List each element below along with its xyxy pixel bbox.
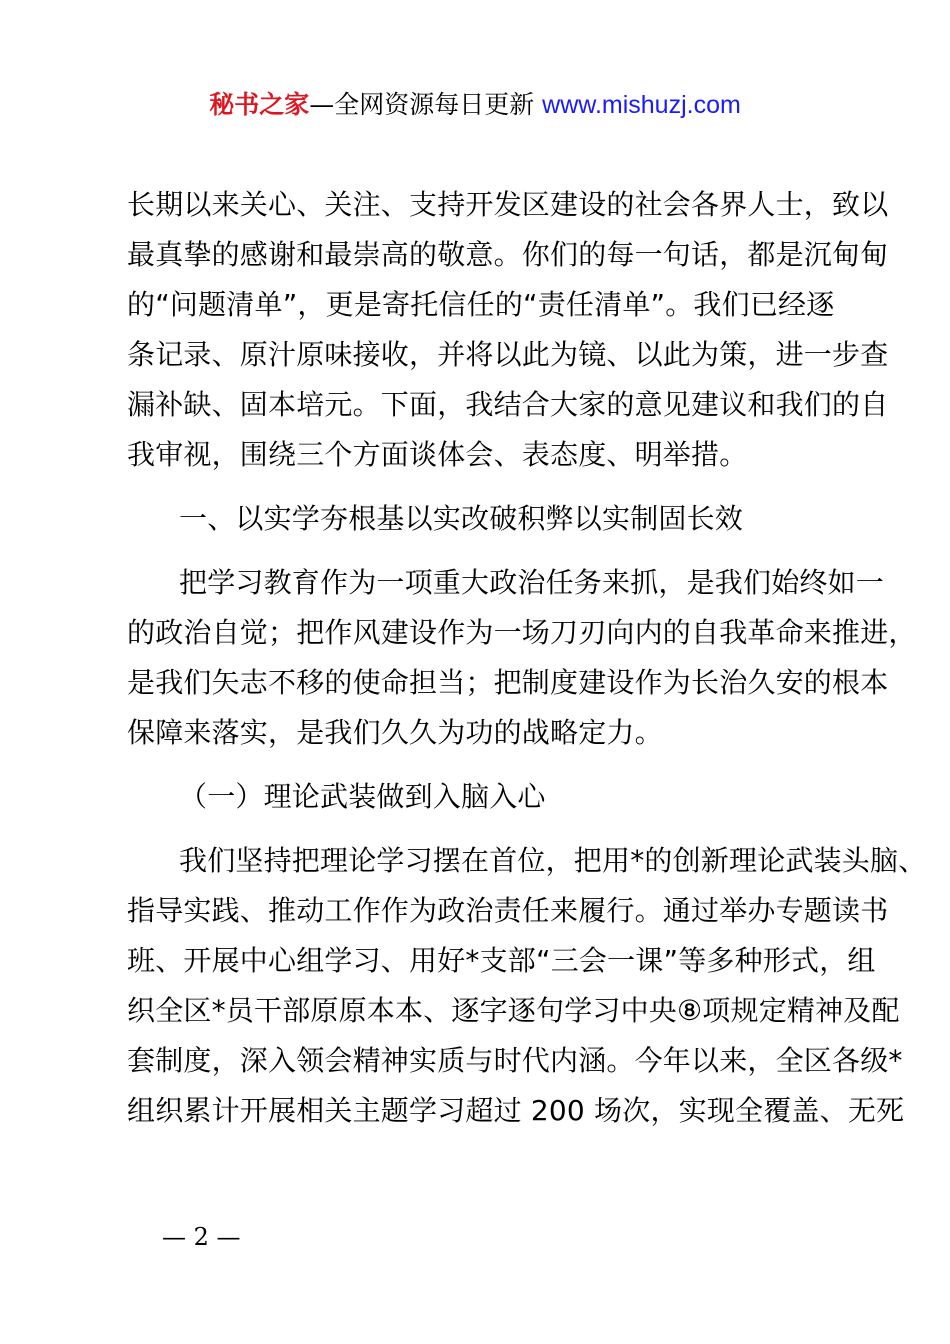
page-number: — 2 — (162, 1223, 241, 1251)
text-line: 漏补缺、固本培元。下面，我结合大家的意见建议和我们的自 (127, 388, 889, 421)
site-watermark-header (0, 88, 950, 122)
header-tagline: —全网资源每日更新 (309, 90, 543, 119)
text-line: 我们坚持把理论学习摆在首位，把用*的创新理论武装头脑、 (179, 844, 927, 877)
text-line: 我审视，围绕三个方面谈体会、表态度、明举措。 (127, 438, 748, 471)
document-body (127, 180, 927, 1136)
text-line: 把学习教育作为一项重大政治任务来抓，是我们始终如一 (179, 566, 885, 599)
text-line: 的“问题清单”，更是寄托信任的“责任清单”。我们已经逐 (127, 288, 835, 321)
text-line: 最真挚的感谢和最崇高的敬意。你们的每一句话，都是沉甸甸 (127, 238, 889, 271)
site-url-link[interactable]: www.mishuzj.com (542, 91, 741, 119)
paragraph-1 (127, 180, 889, 480)
paragraph-2 (127, 558, 917, 758)
section-heading-1: 一、以实学夯根基以实改破积弊以实制固长效 (179, 502, 744, 535)
brand-name: 秘书之家 (209, 90, 310, 119)
text-line: 的政治自觉；把作风建设作为一场刀刃向内的自我革命来推进， (127, 616, 917, 649)
text-line: 条记录、原汁原味接收，并将以此为镜、以此为策，进一步查 (127, 338, 889, 371)
text-line: 保障来落实，是我们久久为功的战略定力。 (127, 716, 663, 749)
text-line: 长期以来关心、关注、支持开发区建设的社会各界人士，致以 (127, 188, 889, 221)
text-line: 是我们矢志不移的使命担当；把制度建设作为长治久安的根本 (127, 666, 889, 699)
text-line: 套制度，深入领会精神实质与时代内涵。今年以来，全区各级* (127, 1044, 903, 1077)
text-line: 织全区*员干部原原本本、逐字逐句学习中央⑧项规定精神及配 (127, 994, 900, 1027)
paragraph-3 (127, 836, 927, 1136)
text-line: 指导实践、推动工作作为政治责任来履行。通过举办专题读书 (127, 894, 889, 927)
text-line: 组织累计开展相关主题学习超过 200 场次，实现全覆盖、无死 (127, 1094, 905, 1127)
text-line: 班、开展中心组学习、用好*支部“三会一课”等多种形式，组 (127, 944, 876, 977)
subsection-heading-1: （一）理论武装做到入脑入心 (179, 780, 546, 813)
